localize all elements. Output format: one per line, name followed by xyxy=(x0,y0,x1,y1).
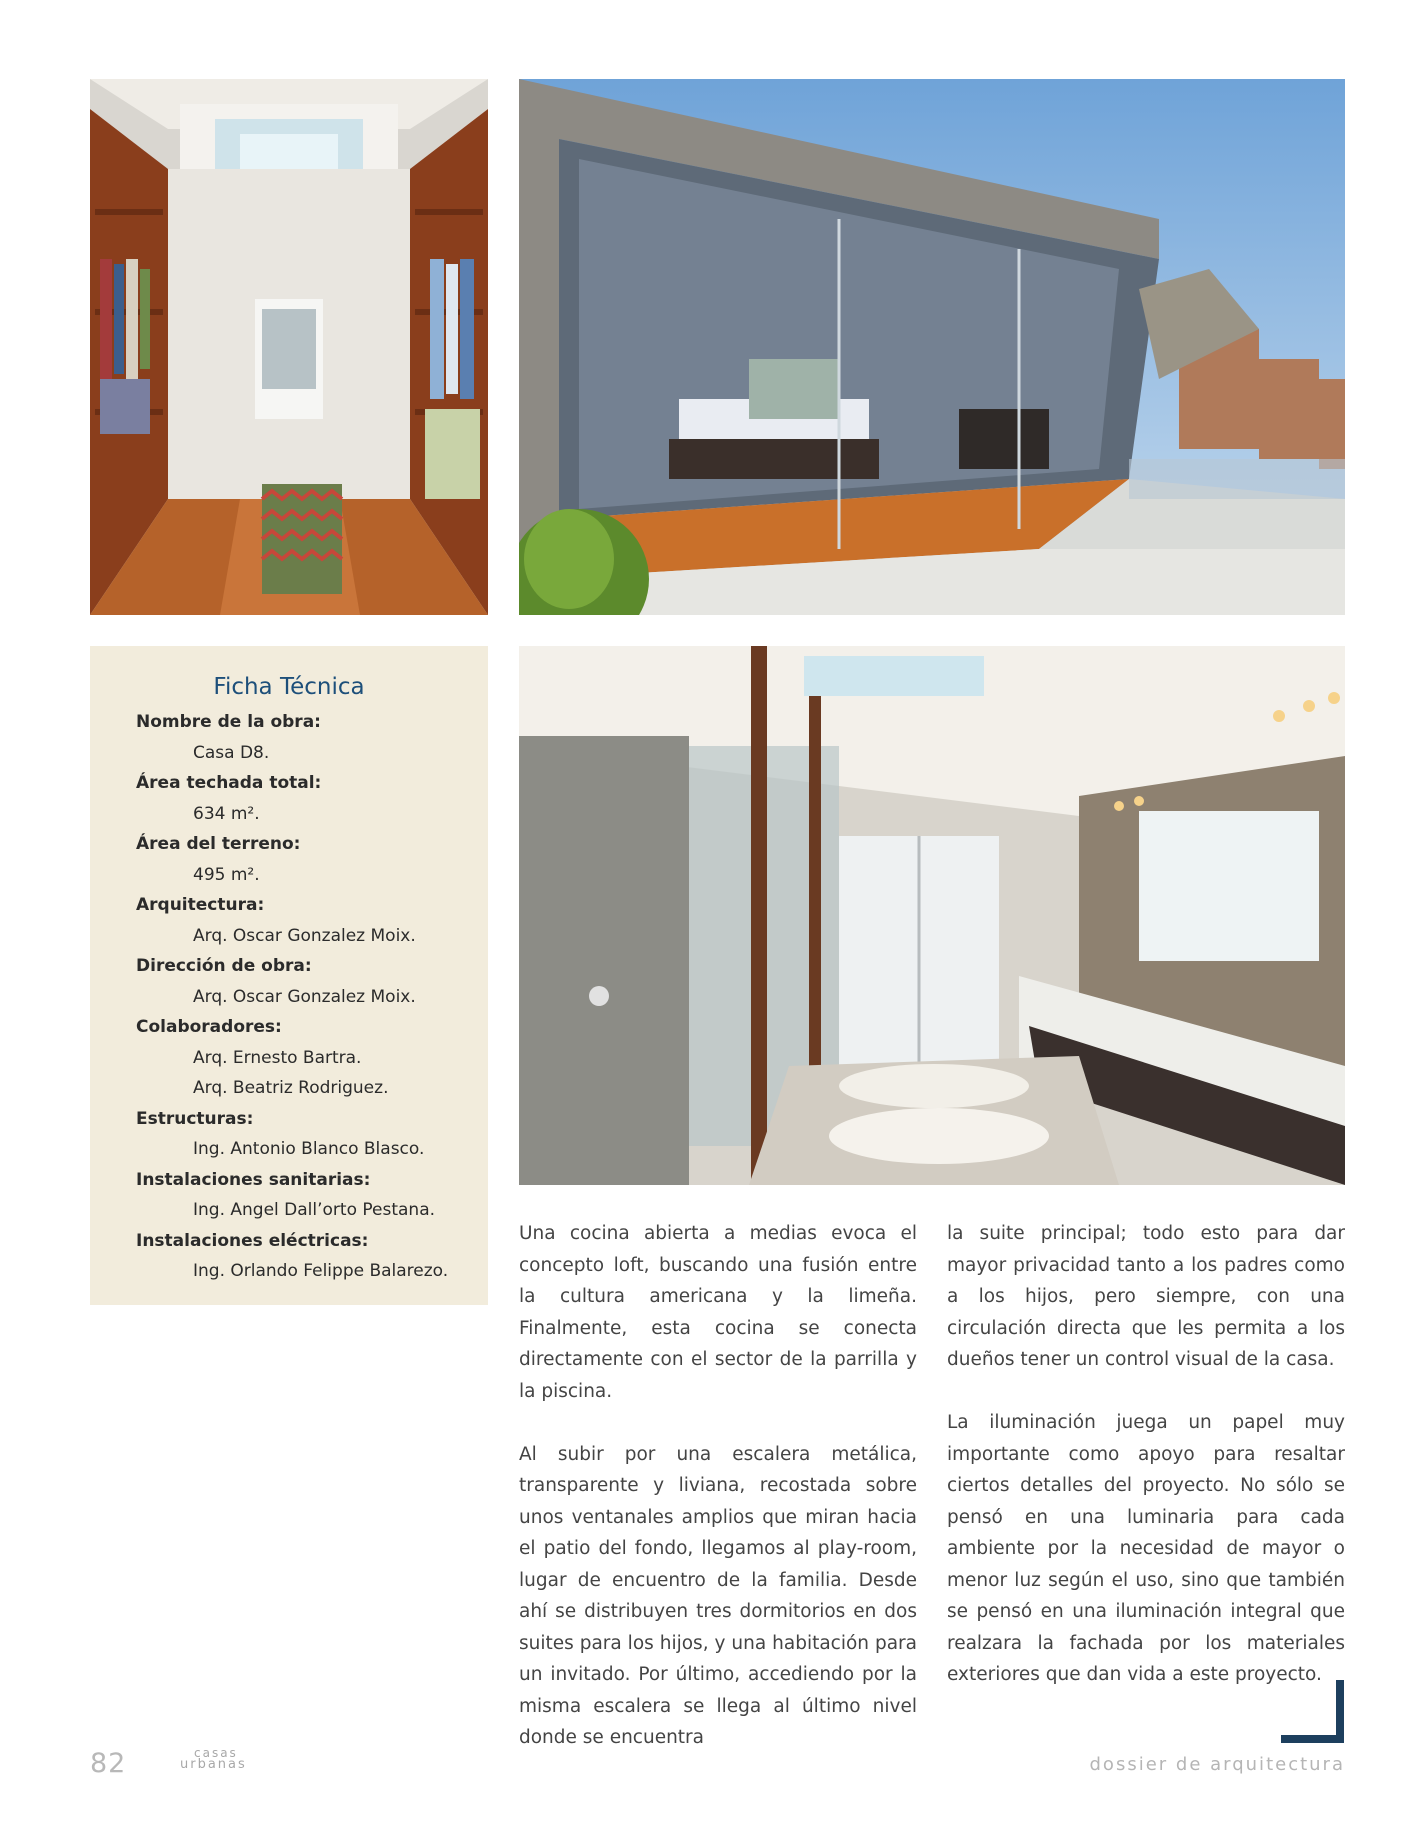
ficha-label: Instalaciones sanitarias: xyxy=(136,1169,371,1190)
ficha-value: Ing. Orlando Felippe Balarezo. xyxy=(193,1261,449,1281)
magazine-logo xyxy=(180,1746,272,1776)
ficha-label: Estructuras: xyxy=(136,1108,254,1129)
ficha-value: Arq. Ernesto Bartra. xyxy=(193,1047,362,1068)
ficha-label: Instalaciones eléctricas: xyxy=(136,1230,369,1251)
ficha-label: Área techada total: xyxy=(136,773,322,793)
ficha-label: Área del terreno: xyxy=(136,834,301,854)
ficha-value: 634 m². xyxy=(193,803,260,824)
logo-line-1: casas xyxy=(194,1746,238,1760)
page-number: 82 xyxy=(90,1748,127,1779)
ficha-value: Arq. Oscar Gonzalez Moix. xyxy=(193,925,416,946)
ficha-label: Nombre de la obra: xyxy=(136,712,321,732)
ficha-value: Arq. Beatriz Rodriguez. xyxy=(193,1078,389,1098)
closet-photo xyxy=(90,79,488,615)
section-name: dossier de arquitectura xyxy=(1089,1754,1345,1775)
article-paragraph: Una cocina abierta a medias evoca el concepto loft, buscando una fusión entre la cultura americana y la limeña. Finalmente, esta cocina se conecta directamente con el sector de la parrilla y la piscina. xyxy=(519,1223,917,1402)
ficha-label: Dirección de obra: xyxy=(136,956,312,976)
article-paragraph: La iluminación juega un papel muy importante como apoyo para resaltar ciertos detalles del proyecto. No sólo se pensó en una luminaria para cada ambiente por la necesidad de mayor o menor luz según el uso, sino que también se pensó en una iluminación integral que realzara la fachada por los materiales exteriores que dan vida a este proyecto. xyxy=(947,1412,1345,1685)
article-column-left xyxy=(519,1218,917,1785)
article-paragraph: Al subir por una escalera metálica, transparente y liviana, recostada sobre unos ventanales amplios que miran hacia el patio del fondo, llegamos al play-room, lugar de encuentro de la familia. Desde ahí se distribuyen tres dormitorios en dos suites para los hijos, y una habitación para un invitado. Por último, accediendo por la misma escalera se llega al último nivel donde se encuentra xyxy=(519,1443,917,1748)
article-column-right xyxy=(947,1218,1345,1722)
ficha-value: Casa D8. xyxy=(193,742,270,763)
ficha-label: Colaboradores: xyxy=(136,1017,282,1037)
ficha-tecnica-box xyxy=(90,646,488,1305)
ficha-value: Ing. Angel Dall’orto Pestana. xyxy=(193,1200,436,1220)
ficha-label: Arquitectura: xyxy=(136,895,265,915)
logo-line-2: urbanas xyxy=(180,1757,247,1772)
ficha-value: Ing. Antonio Blanco Blasco. xyxy=(193,1139,425,1159)
ficha-title: Ficha Técnica xyxy=(213,674,365,700)
bathroom-photo xyxy=(519,646,1345,1185)
ficha-value: Arq. Oscar Gonzalez Moix. xyxy=(193,986,416,1007)
ficha-value: 495 m². xyxy=(193,864,260,885)
bedroom-terrace-photo xyxy=(519,79,1345,615)
ficha-list xyxy=(90,707,488,1287)
article-paragraph: la suite principal; todo esto para dar mayor privacidad tanto a los padres como a los hijos, pero siempre, con una circulación directa que les permita a los dueños tener un control visual de la casa. xyxy=(947,1223,1345,1370)
corner-bracket-icon xyxy=(1281,1680,1344,1743)
